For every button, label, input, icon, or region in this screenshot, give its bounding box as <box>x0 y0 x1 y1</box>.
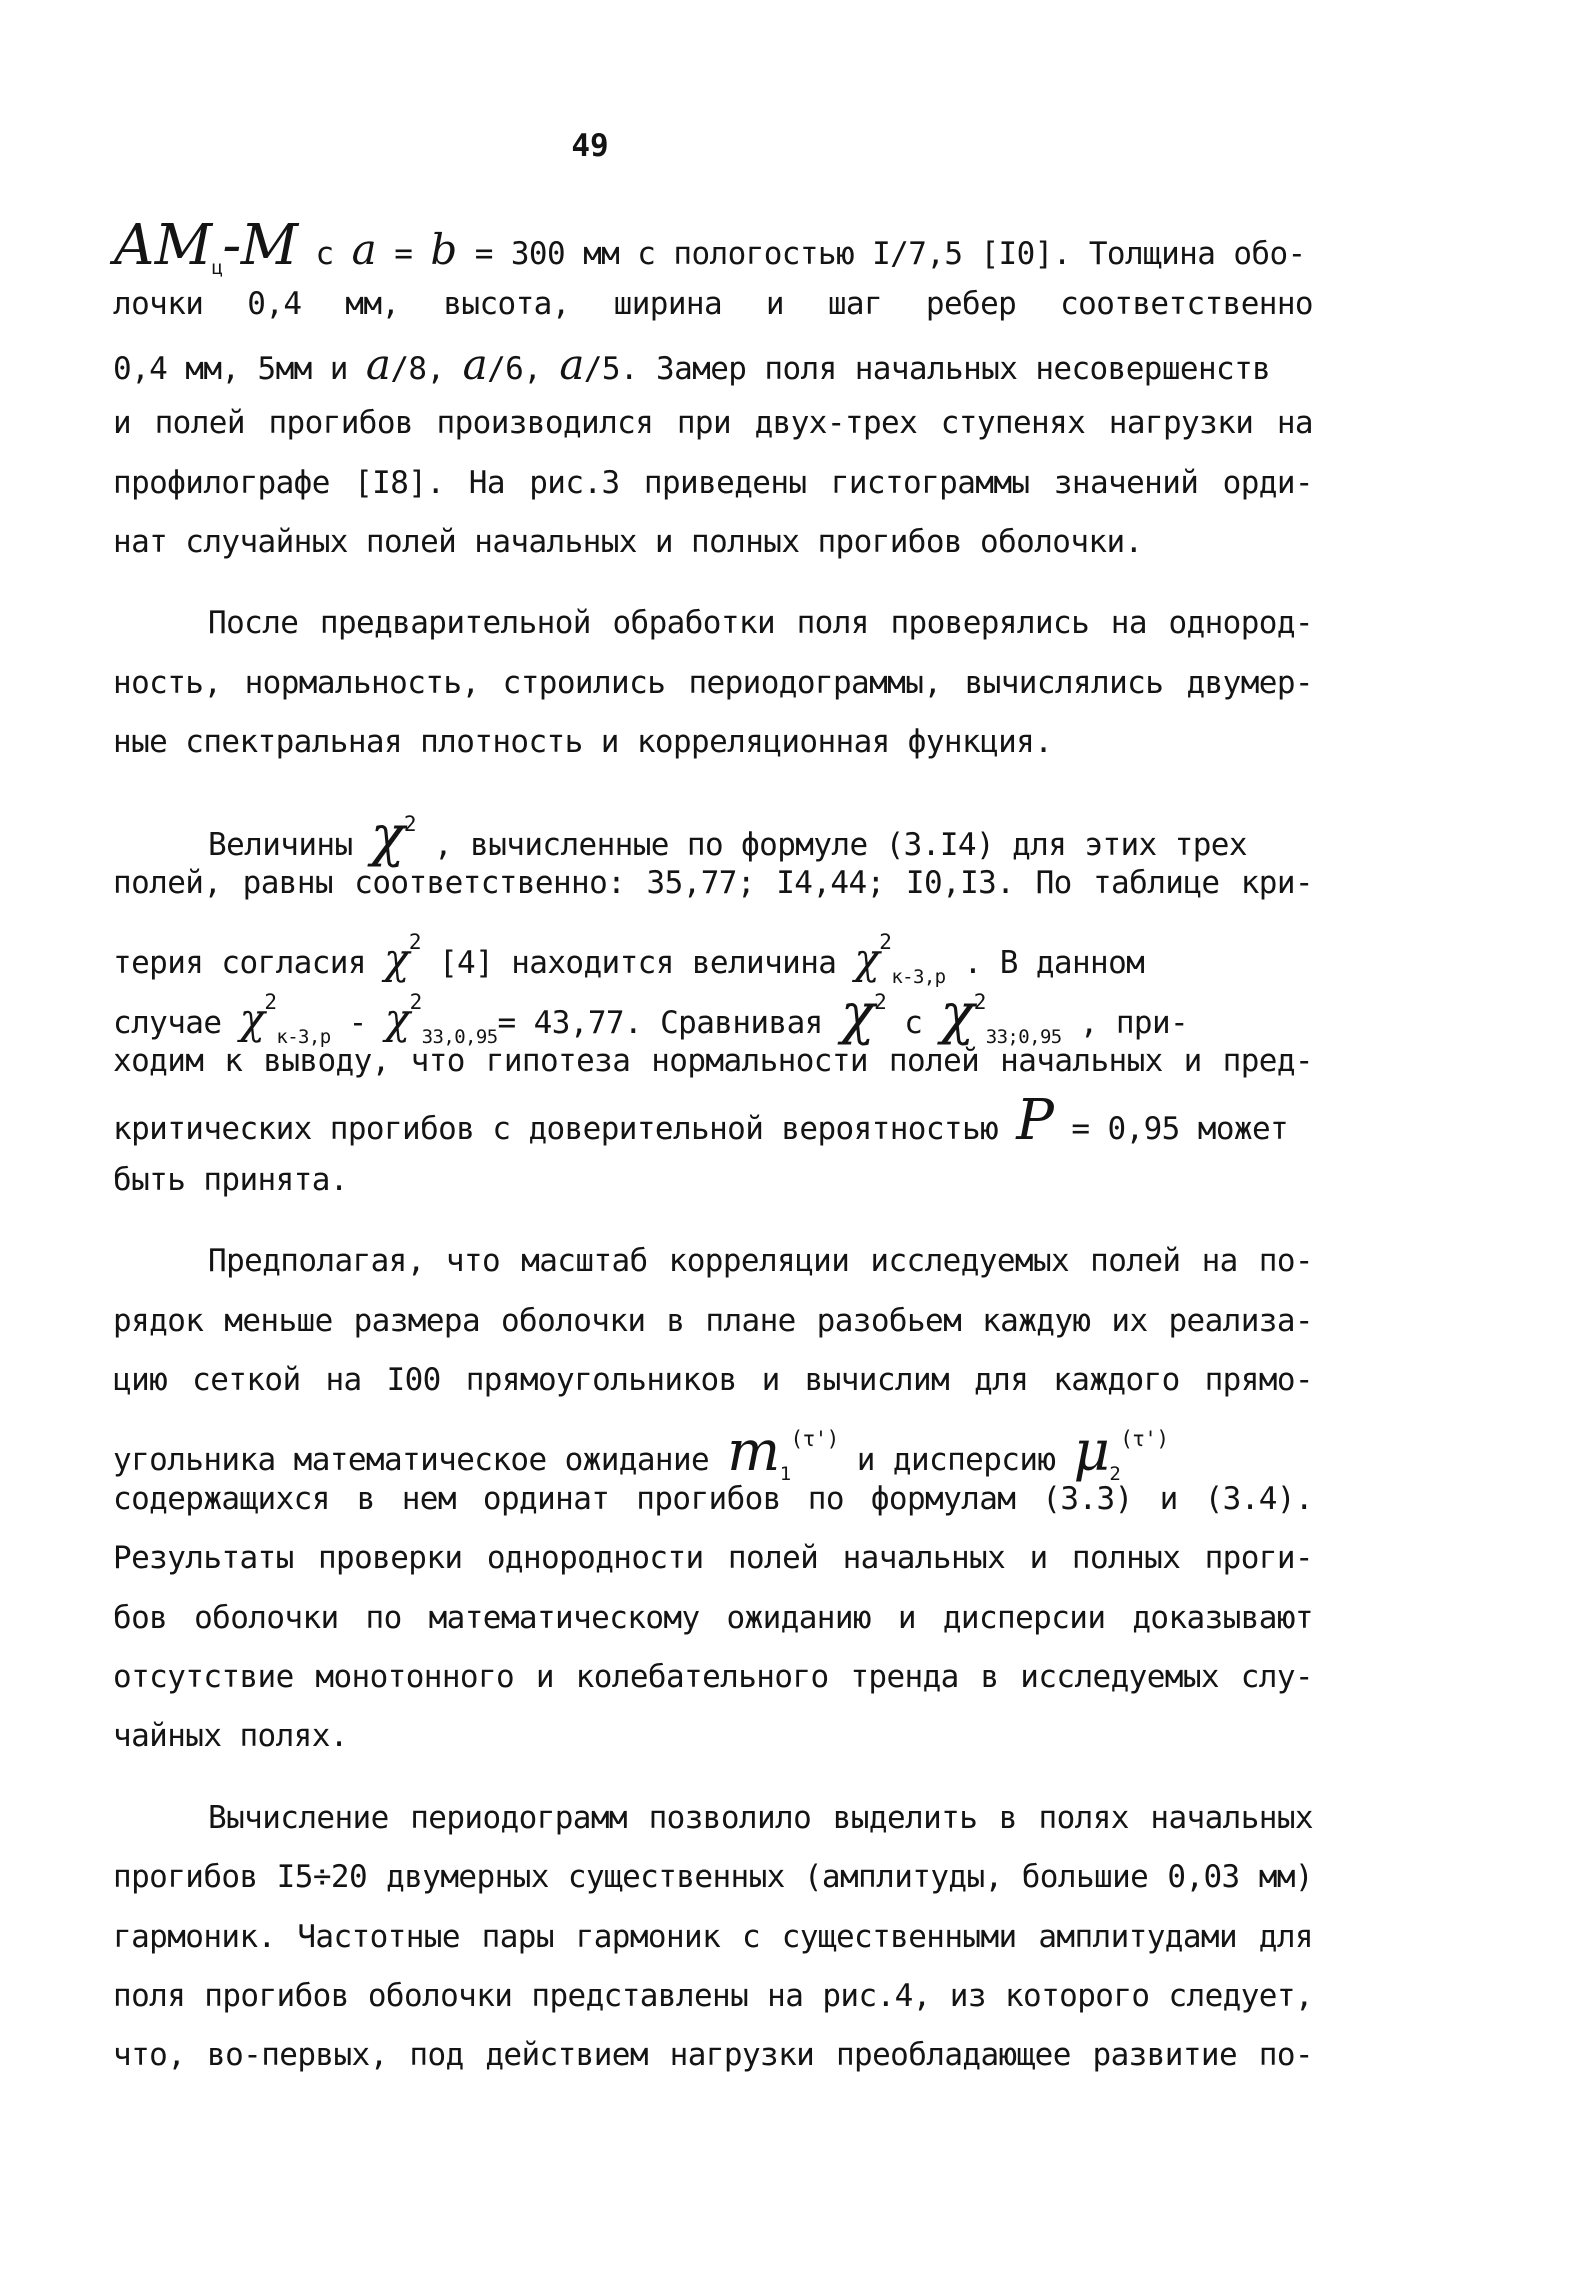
text-run: быть принята. <box>113 1161 348 1198</box>
text-line <box>113 1032 1313 1091</box>
text-run: - <box>330 1004 385 1041</box>
text-run: , при- <box>1061 1004 1189 1041</box>
paragraph-gap <box>113 1210 1313 1232</box>
text-run: = 300 мм с пологостью I/7,5 [I0]. Толщина обо- <box>456 236 1306 272</box>
paragraph-gap <box>113 773 1313 795</box>
text-line <box>113 1967 1313 2026</box>
text-line <box>113 275 1313 334</box>
text-run: угольника математическое ожидание <box>113 1442 728 1479</box>
math-symbol: АМ <box>113 213 212 278</box>
page-number: 49 <box>571 128 609 164</box>
text-run: ходим к выводу, что гипотеза нормальности полей начальных и пред- <box>113 1043 1313 1080</box>
text-line <box>113 213 1313 279</box>
math-symbol: 2 <box>973 989 986 1014</box>
text-line <box>113 1351 1313 1410</box>
math-symbol: (τ') <box>1120 1427 1169 1452</box>
text-line <box>113 1088 1313 1154</box>
math-symbol: 2 <box>874 989 887 1014</box>
text-line <box>113 594 1313 653</box>
math-symbol: χ <box>854 934 880 984</box>
math-symbol: P <box>1016 1088 1054 1154</box>
body-text <box>113 213 1313 2086</box>
text-run: полей, равны соответственно: 35,77; I4,44; I0,I3. По таблице кри- <box>113 864 1313 901</box>
text-line <box>113 2026 1313 2085</box>
text-line <box>113 1789 1313 1848</box>
text-run: случае <box>113 1004 240 1041</box>
text-run: бов оболочки по математическому ожиданию и дисперсии доказывают <box>113 1599 1313 1636</box>
math-symbol: 2 <box>879 930 892 955</box>
math-symbol: χ <box>384 993 410 1043</box>
math-symbol: χ <box>239 993 265 1043</box>
text-run: ные спектральная плотность и корреляционная функция. <box>113 724 1053 761</box>
text-line <box>113 854 1313 913</box>
text-run: и дисперсию <box>838 1442 1074 1479</box>
math-symbol: 2 <box>408 930 421 955</box>
paragraph <box>113 795 1313 1211</box>
text-run: терия согласия <box>113 945 384 982</box>
text-line <box>113 335 1313 394</box>
text-run: [4] находится величина <box>420 945 855 982</box>
text-run: . В данном <box>945 945 1145 982</box>
text-run: отсутствие монотонного и колебательного тренда в исследуемых слу- <box>113 1658 1313 1695</box>
text-run: Величины <box>208 826 371 863</box>
text-run: После предварительной обработки поля проверялись на однород- <box>208 605 1313 642</box>
text-line <box>113 394 1313 453</box>
text-line <box>113 513 1313 572</box>
text-run: ность, нормальность, строились периодограммы, вычислялись двумер- <box>113 664 1313 701</box>
text-run: /6, <box>487 350 560 387</box>
text-line <box>113 913 1313 989</box>
text-line <box>113 713 1313 772</box>
text-line <box>113 1529 1313 1588</box>
math-symbol: a <box>462 339 488 389</box>
math-symbol: к-3,р <box>276 1025 331 1048</box>
paragraph <box>113 213 1313 572</box>
text-run: = 0,95 может <box>1053 1111 1289 1148</box>
math-symbol: к-3,р <box>891 966 946 989</box>
math-symbol: 2 <box>264 989 277 1014</box>
math-symbol: χ <box>370 803 404 869</box>
text-run: прогибов I5÷20 двумерных существенных (амплитуды, большие 0,03 мм) <box>113 1859 1313 1896</box>
text-run: и полей прогибов производился при двух-трех ступенях нагрузки на <box>113 405 1313 442</box>
text-line <box>113 1707 1313 1766</box>
text-line <box>113 795 1313 869</box>
text-run: /5. Замер поля начальных несовершенств <box>583 350 1271 387</box>
math-symbol: b <box>430 225 457 274</box>
text-run: чайных полях. <box>113 1718 348 1755</box>
text-run: Предполагая, что масштаб корреляции исследуемых полей на по- <box>208 1243 1313 1280</box>
text-run: /8, <box>390 350 463 387</box>
math-symbol: χ <box>383 934 409 984</box>
paragraph-gap <box>113 572 1313 594</box>
text-run: рядок меньше размера оболочки в плане разобьем каждую их реализа- <box>113 1302 1313 1339</box>
text-line <box>113 973 1313 1048</box>
math-symbol: μ <box>1073 1419 1110 1485</box>
text-run: с <box>886 1004 941 1041</box>
text-run: критических прогибов с доверительной вероятностью <box>113 1111 1017 1148</box>
math-symbol: 2 <box>409 989 422 1014</box>
text-line <box>113 1292 1313 1351</box>
math-symbol: 1 <box>779 1463 791 1486</box>
paragraph <box>113 1232 1313 1767</box>
math-symbol: 2 <box>403 811 416 836</box>
math-symbol: a <box>365 339 391 389</box>
text-run: поля прогибов оболочки представлены на рис.4, из которого следует, <box>113 1977 1313 2014</box>
text-run: , вычисленные по формуле (3.I4) для этих трех <box>415 826 1247 863</box>
text-line <box>113 1848 1313 1907</box>
text-run: нат случайных полей начальных и полных прогибов оболочки. <box>113 523 1143 560</box>
math-symbol: χ <box>940 981 974 1047</box>
paragraph <box>113 1789 1313 2086</box>
math-symbol: 33;0,95 <box>985 1025 1062 1048</box>
text-run: = 43,77. Сравнивая <box>497 1004 841 1041</box>
text-line <box>113 1410 1313 1486</box>
math-symbol: 33,0,95 <box>421 1025 498 1048</box>
text-run: профилографе [I8]. На рис.3 приведены гистограммы значений орди- <box>113 464 1313 501</box>
text-run: Вычисление периодограмм позволило выделить в полях начальных <box>208 1799 1313 1836</box>
text-run: лочки 0,4 мм, высота, ширина и шаг ребер соответственно <box>113 286 1313 323</box>
text-run: 0,4 мм, 5мм и <box>113 350 366 387</box>
text-run: Результаты проверки однородности полей начальных и полных проги- <box>113 1540 1313 1577</box>
math-symbol: χ <box>840 981 875 1047</box>
paragraph-gap <box>113 1767 1313 1789</box>
text-run: что, во-первых, под действием нагрузки преобладающее развитие по- <box>113 2037 1313 2074</box>
text-line <box>113 1589 1313 1648</box>
text-run: содержащихся в нем ординат прогибов по формулам (3.3) и (3.4). <box>113 1480 1313 1517</box>
text-run: = <box>376 236 431 272</box>
math-symbol: -М <box>222 213 298 278</box>
math-symbol: a <box>351 225 377 274</box>
math-symbol: a <box>559 339 584 389</box>
text-run: с <box>297 236 352 272</box>
text-run: гармоник. Частотные пары гармоник с существенными амплитудами для <box>113 1918 1313 1955</box>
text-line <box>113 1151 1313 1210</box>
text-line <box>113 1470 1313 1529</box>
math-symbol: (τ') <box>790 1427 839 1452</box>
math-symbol: m <box>727 1419 780 1485</box>
text-line <box>113 1908 1313 1967</box>
text-line <box>113 454 1313 513</box>
text-line <box>113 1648 1313 1707</box>
text-line <box>113 1232 1313 1291</box>
text-run: цию сеткой на I00 прямоугольников и вычислим для каждого прямо- <box>113 1362 1313 1399</box>
math-symbol: ц <box>211 257 223 279</box>
text-line <box>113 654 1313 713</box>
math-symbol: 2 <box>1109 1463 1121 1486</box>
paragraph <box>113 594 1313 772</box>
